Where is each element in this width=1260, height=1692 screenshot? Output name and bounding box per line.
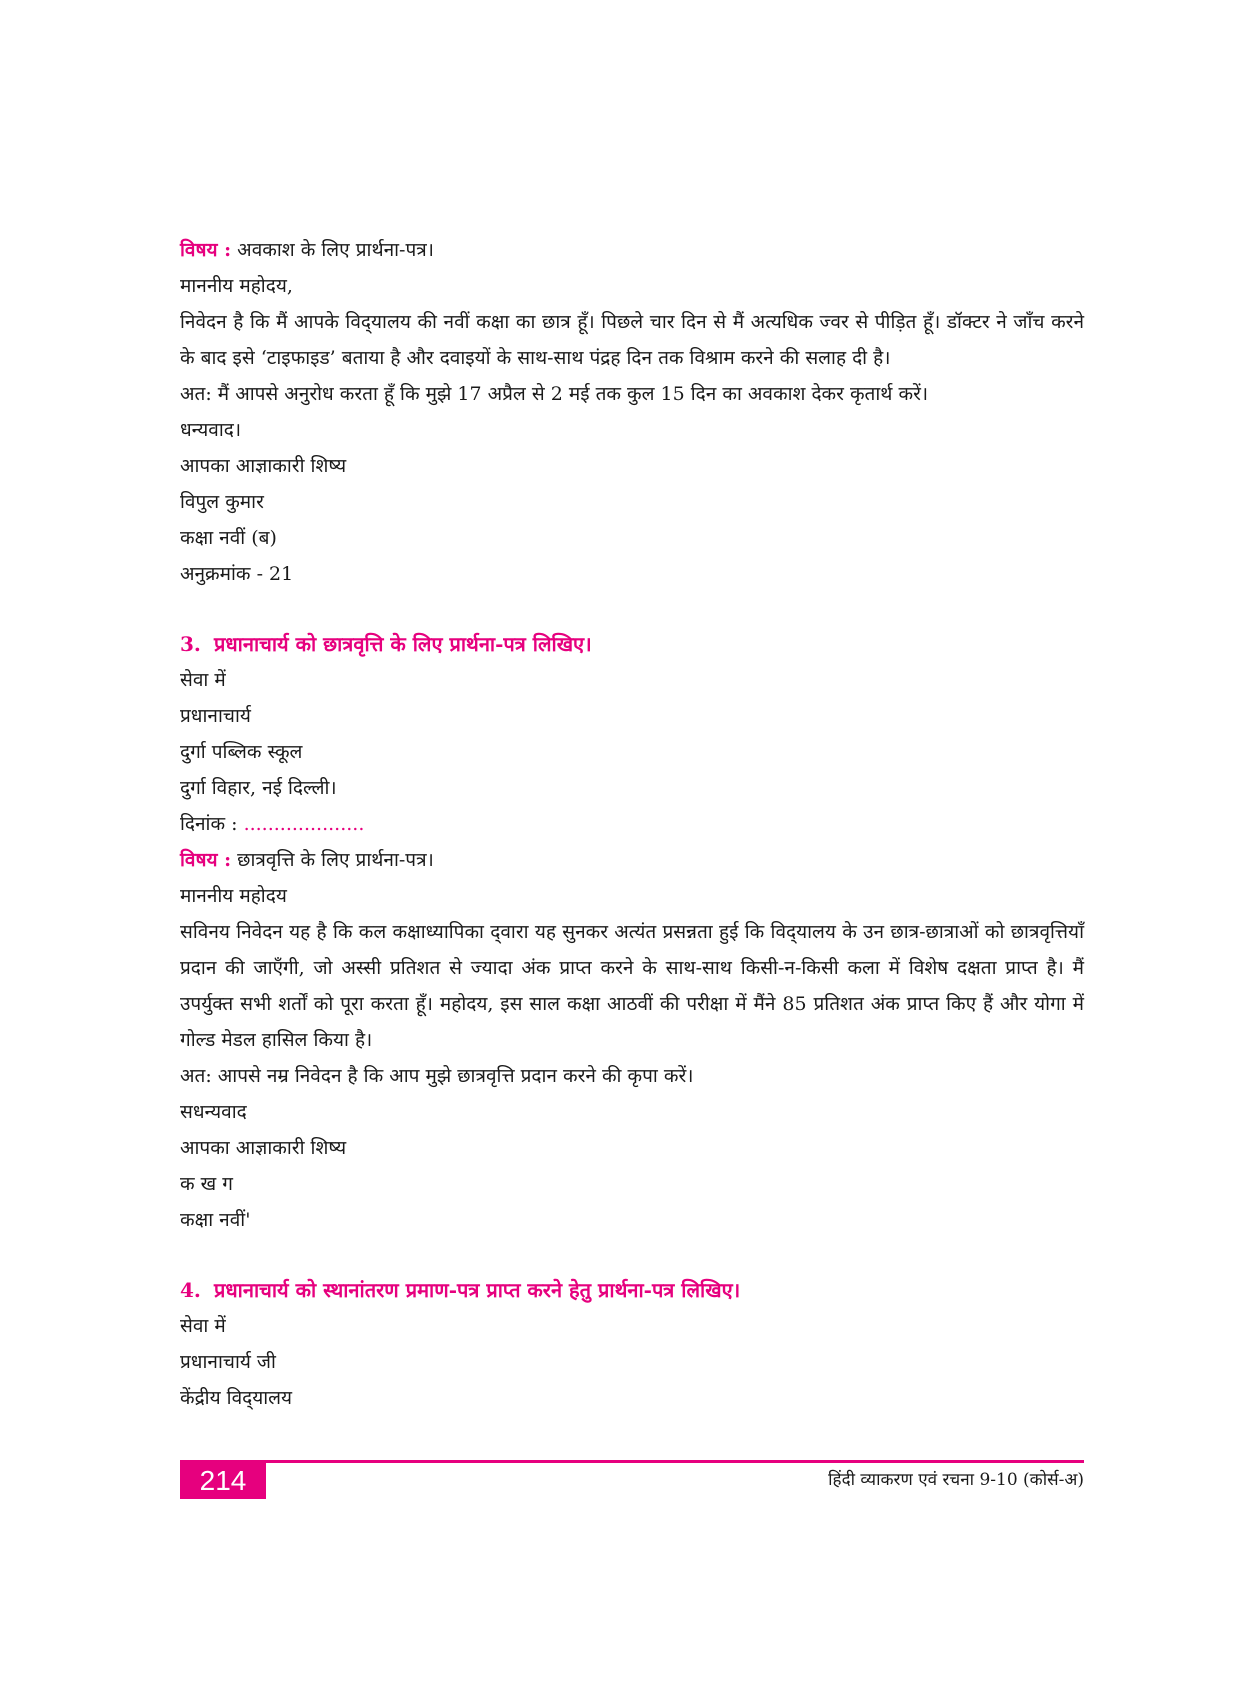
- subject-label: विषय :: [180, 239, 232, 261]
- question-4-heading: [180, 1272, 1084, 1308]
- letter-request: अत: मैं आपसे अनुरोध करता हूँ कि मुझे 17 अप्रैल से 2 मई तक कुल 15 दिन का अवकाश देकर कृतार्थ करें।: [180, 383, 929, 405]
- page-number: 214: [180, 1463, 266, 1499]
- subject-line: [180, 232, 1084, 268]
- date-label: दिनांक :: [180, 813, 238, 835]
- recipient: प्रधानाचार्य जी: [180, 1351, 276, 1373]
- recipient: प्रधानाचार्य: [180, 705, 251, 727]
- salutation: माननीय महोदय: [180, 885, 287, 907]
- to-line: सेवा में: [180, 669, 226, 691]
- question-3-title: प्रधानाचार्य को छात्रवृत्ति के लिए प्रार्थना-पत्र लिखिए।: [214, 632, 592, 656]
- question-3-heading: [180, 626, 1084, 662]
- letter-body: सविनय निवेदन यह है कि कल कक्षाध्यापिका द्‌वारा यह सुनकर अत्यंत प्रसन्नता हुई कि विद्‌यालय के उन छात्र-छात्राओं को छात्रवृत्तियाँ प्रदान की जाएँगी, जो अस्सी प्रतिशत से ज्यादा अंक प्राप्त करने के साथ-साथ किसी-न-किसी कला में विशेष दक्षता प्राप्त है। मैं उपर्युक्त सभी शर्तों को पूरा करता हूँ। महोदय, इस साल कक्षा आठवीं की परीक्षा में मैंने 85 प्रतिशत अंक प्राप्त किए हैं और योगा में गोल्ड मेडल हासिल किया है।: [180, 921, 1084, 1051]
- school-address: दुर्गा विहार, नई दिल्ली।: [180, 777, 337, 799]
- subject-text: अवकाश के लिए प्रार्थना-पत्र।: [237, 239, 434, 261]
- book-title: हिंदी व्याकरण एवं रचना 9-10 (कोर्स-अ): [828, 1470, 1084, 1490]
- sender-class: कक्षा नवीं (ब): [180, 527, 277, 549]
- subject-line: [180, 842, 1084, 878]
- salutation: माननीय महोदय,: [180, 275, 293, 297]
- letter-request: अत: आपसे नम्र निवेदन है कि आप मुझे छात्रवृत्ति प्रदान करने की कृपा करें।: [180, 1065, 694, 1087]
- sender-class: कक्षा नवीं': [180, 1209, 251, 1231]
- question-4-title: प्रधानाचार्य को स्थानांतरण प्रमाण-पत्र प्राप्त करने हेतु प्रार्थना-पत्र लिखिए।: [214, 1278, 741, 1302]
- question-4-number: 4.: [180, 1278, 201, 1302]
- date-value: ....................: [243, 813, 365, 835]
- school-name: दुर्गा पब्लिक स्कूल: [180, 741, 303, 763]
- thanks: धन्यवाद।: [180, 419, 242, 441]
- page-content: [180, 232, 1084, 1416]
- to-line: सेवा में: [180, 1315, 226, 1337]
- sender-name: विपुल कुमार: [180, 491, 264, 513]
- subject-text: छात्रवृत्ति के लिए प्रार्थना-पत्र।: [237, 849, 434, 871]
- closing: आपका आज्ञाकारी शिष्य: [180, 455, 347, 477]
- subject-label: विषय :: [180, 849, 232, 871]
- letter-body: निवेदन है कि मैं आपके विद्‌यालय की नवीं कक्षा का छात्र हूँ। पिछले चार दिन से मैं अत्यधिक ज्वर से पीड़ित हूँ। डॉक्टर ने जाँच करने के बाद इसे ‘टाइफाइड’ बताया है और दवाइयों के साथ-साथ पंद्रह दिन तक विश्राम करने की सलाह दी है।: [180, 311, 1084, 369]
- sender-name: क ख ग: [180, 1173, 233, 1195]
- school-name: केंद्रीय विद्‌यालय: [180, 1387, 293, 1409]
- closing: आपका आज्ञाकारी शिष्य: [180, 1137, 347, 1159]
- question-3-number: 3.: [180, 632, 201, 656]
- thanks: सधन्यवाद: [180, 1101, 247, 1123]
- date-line: [180, 806, 1084, 842]
- sender-roll: अनुक्रमांक - 21: [180, 563, 294, 585]
- footer-divider: [180, 1460, 1084, 1463]
